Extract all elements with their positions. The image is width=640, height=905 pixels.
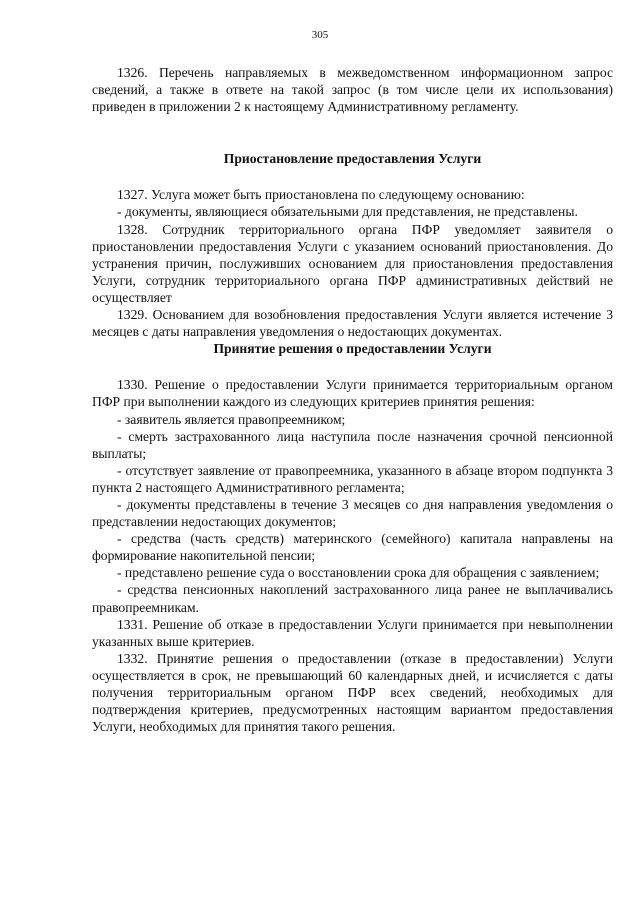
section-heading-decision: Принятие решения о предоставлении Услуги [213, 341, 492, 357]
list-item: - средства пенсионных накоплений застрахованного лица ранее не выплачивались правопреемникам. [92, 582, 613, 615]
list-item: - представлено решение суда о восстановлении срока для обращения с заявлением; [117, 565, 600, 581]
paragraph-1328: 1328. Сотрудник территориального органа ПФР уведомляет заявителя о приостановлении предоставления Услуги с указанием оснований приостановления. До устранения причин, послуживших основанием для приостановления предоставления Услуги, сотрудник территориального органа ПФР административных действий не осуществляет [92, 221, 613, 305]
list-item: - средства (часть средств) материнского (семейного) капитала направлены на формирование накопительной пенсии; [92, 531, 613, 564]
list-item: - заявитель является правопреемником; [117, 411, 346, 427]
paragraph-1327: 1327. Услуга может быть приостановлена по следующему основанию: [117, 187, 525, 203]
document-body [92, 64, 613, 735]
list-item: - документы, являющиеся обязательными для представления, не представлены. [117, 204, 578, 220]
section-heading-suspension: Приостановление предоставления Услуги [223, 151, 482, 167]
page-number: 305 [311, 29, 329, 41]
paragraph-1332: 1332. Принятие решения о предоставлении (отказе в предоставлении) Услуги осуществляется в срок, не превышающий 60 календарных дней, и исчисляется с даты получения территориальным органом ПФР всех сведений, необходимых для подтверждения критериев, предусмотренных настоящим вариантом предоставления Услуги, необходимых для принятия такого решения. [92, 650, 613, 735]
paragraph-1331: 1331. Решение об отказе в предоставлении Услуги принимается при невыполнении указанных выше критериев. [92, 616, 613, 649]
paragraph-1326: 1326. Перечень направляемых в межведомственном информационном запрос сведений, а также в ответе на такой запрос (в том числе цели их использования) приведен в приложении 2 к настоящему Административному регламенту. [92, 65, 613, 115]
list-item: - документы представлены в течение 3 месяцев со дня направления уведомления о представлении недостающих документов; [92, 496, 613, 530]
list-item: - отсутствует заявление от правопреемника, указанного в абзаце втором подпункта 3 пункта 2 настоящего Административного регламента; [92, 462, 613, 495]
paragraph-1330: 1330. Решение о предоставлении Услуги принимается территориальным органом ПФР при выполнении каждого из следующих критериев принятия решения: [92, 377, 613, 410]
list-item: - смерть застрахованного лица наступила после назначения срочной пенсионной выплаты; [92, 428, 613, 461]
paragraph-1329: 1329. Основанием для возобновления предоставления Услуги является истечение 3 месяцев с даты направления уведомления о недостающих документах. [92, 307, 613, 340]
